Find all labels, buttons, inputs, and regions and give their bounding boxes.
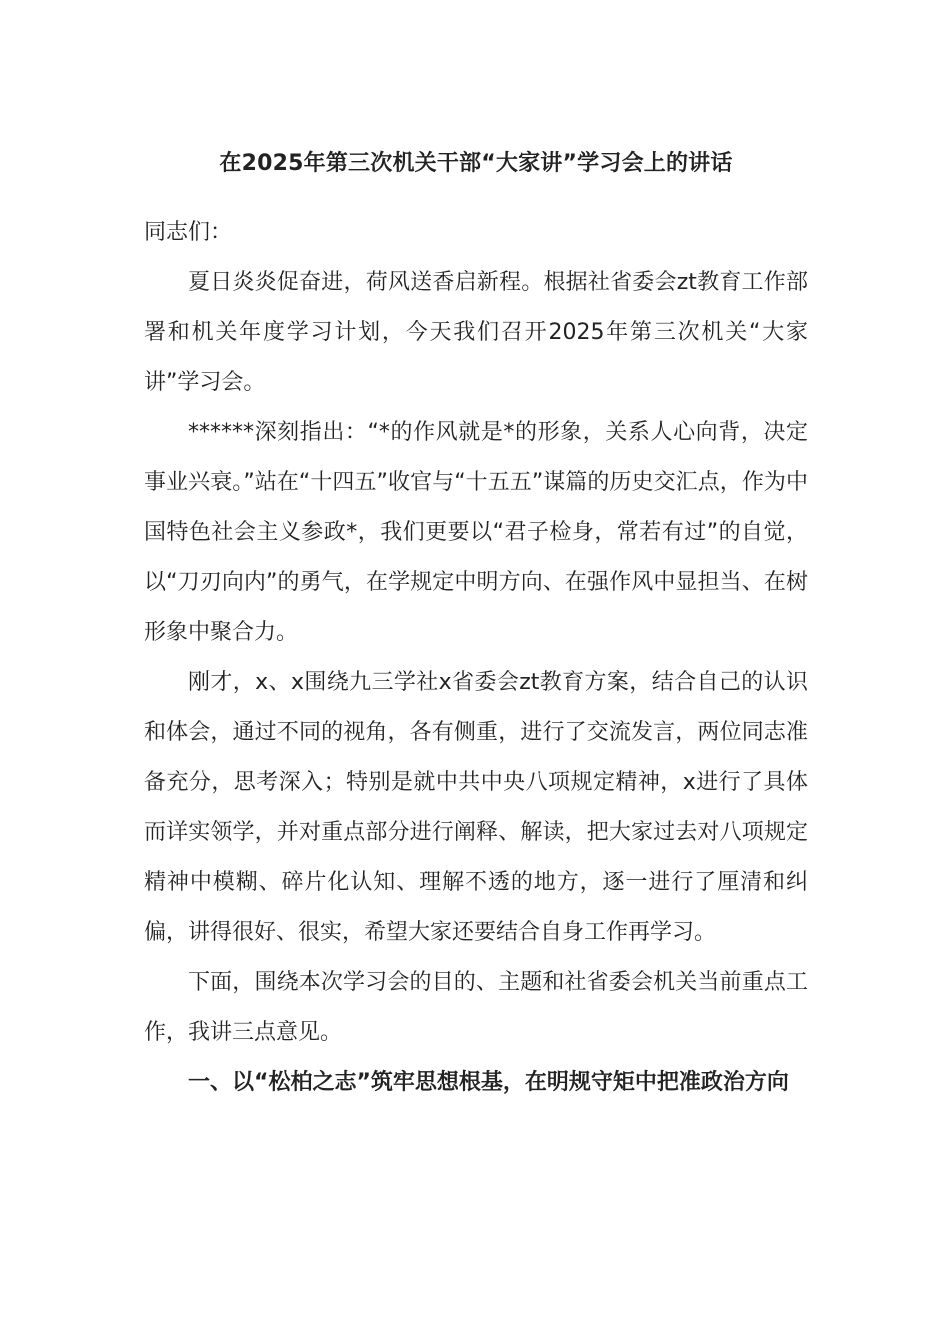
- salutation: 同志们：: [144, 220, 233, 245]
- document-title: 在2025年第三次机关干部“大家讲”学习会上的讲话: [219, 151, 733, 176]
- section-heading-1: 一、以“松柏之志”筑牢思想根基，在明规守矩中把准政治方向: [188, 1070, 789, 1095]
- paragraph-review: 刚才，x、x围绕九三学社x省委会zt教育方案，结合自己的认识和体会，通过不同的视角，各有侧重，进行了交流发言，两位同志准备充分，思考深入；特别是就中共中央八项规定精神，x进行了具体而详实领学，并对重点部分进行阐释、解读，把大家过去对八项规定精神中模糊、碎片化认知、理解不透的地方，逐一进行了厘清和纠偏，讲得很好、很实，希望大家还要结合自身工作再学习。: [144, 670, 808, 945]
- paragraph-opening: 夏日炎炎促奋进，荷风送香启新程。根据社省委会zt教育工作部署和机关年度学习计划，今天我们召开2025年第三次机关“大家讲”学习会。: [144, 270, 808, 395]
- document-body: [144, 208, 808, 1108]
- paragraph-transition: 下面，围绕本次学习会的目的、主题和社省委会机关当前重点工作，我讲三点意见。: [144, 970, 808, 1045]
- paragraph-quote: ******深刻指出：“*的作风就是*的形象，关系人心向背，决定事业兴衰。”站在“十四五”收官与“十五五”谋篇的历史交汇点，作为中国特色社会主义参政*，我们更要以“君子检身，常若有过”的自觉，以“刀刃向内”的勇气，在学规定中明方向、在强作风中显担当、在树形象中聚合力。: [144, 420, 808, 645]
- document-page: [144, 0, 808, 1344]
